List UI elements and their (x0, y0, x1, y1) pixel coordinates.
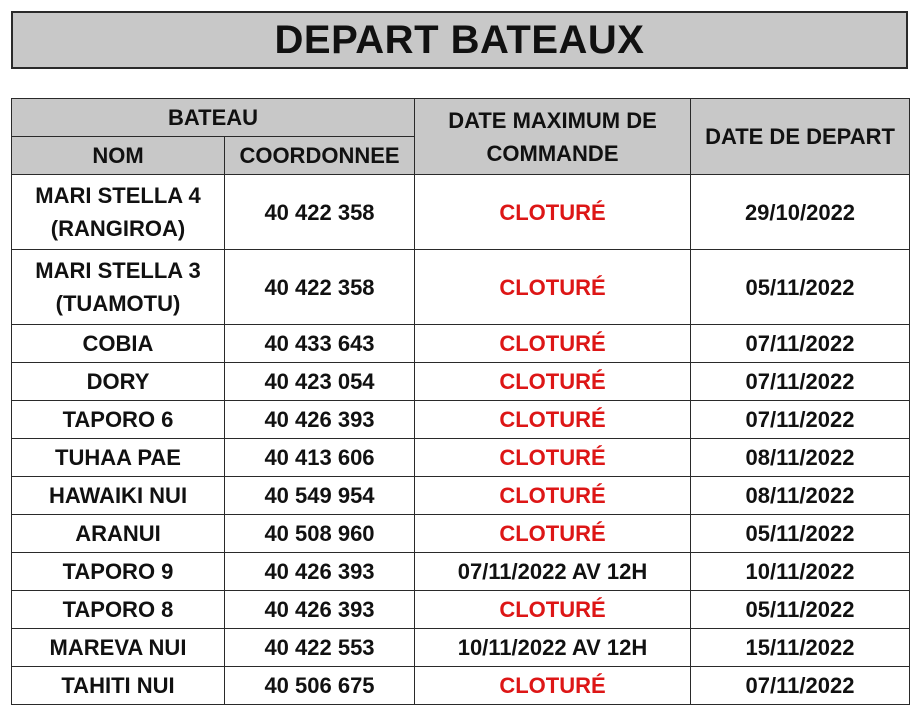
table-row (12, 325, 910, 363)
table-row (12, 401, 910, 439)
boat-name-cell (12, 325, 225, 363)
boat-name-cell (12, 175, 225, 250)
order-deadline-closed: CLOTURÉ (415, 591, 691, 629)
table-row (12, 477, 910, 515)
table-row (12, 250, 910, 325)
boat-name-cell (12, 250, 225, 325)
phone-cell: 40 422 553 (225, 629, 415, 667)
departure-date-cell: 08/11/2022 (691, 477, 910, 515)
order-deadline-closed: CLOTURÉ (415, 175, 691, 250)
phone-cell: 40 413 606 (225, 439, 415, 477)
departure-date-cell: 05/11/2022 (691, 515, 910, 553)
phone-cell: 40 549 954 (225, 477, 415, 515)
departure-date-cell: 05/11/2022 (691, 250, 910, 325)
boat-name: TAPORO 8 (62, 597, 174, 622)
order-deadline-closed: CLOTURÉ (415, 515, 691, 553)
departure-date-cell: 05/11/2022 (691, 591, 910, 629)
header-date-max: DATE MAXIMUM DE COMMANDE (415, 99, 691, 175)
order-deadline-cell: 10/11/2022 AV 12H (415, 629, 691, 667)
phone-cell: 40 433 643 (225, 325, 415, 363)
departure-date-cell: 15/11/2022 (691, 629, 910, 667)
order-deadline-closed: CLOTURÉ (415, 667, 691, 705)
phone-cell: 40 423 054 (225, 363, 415, 401)
departure-date-cell: 29/10/2022 (691, 175, 910, 250)
table-row (12, 553, 910, 591)
boat-name-cell (12, 553, 225, 591)
order-deadline-closed: CLOTURÉ (415, 477, 691, 515)
header-coordonnee: COORDONNEE (225, 137, 415, 175)
order-deadline-closed: CLOTURÉ (415, 250, 691, 325)
boat-name: TAHITI NUI (61, 673, 175, 698)
phone-cell: 40 422 358 (225, 175, 415, 250)
departure-date-cell: 07/11/2022 (691, 363, 910, 401)
departure-date-cell: 07/11/2022 (691, 401, 910, 439)
header-date-depart: DATE DE DEPART (691, 99, 910, 175)
phone-cell: 40 506 675 (225, 667, 415, 705)
boat-name-cell (12, 667, 225, 705)
boat-name-cell (12, 363, 225, 401)
boat-name: ARANUI (75, 521, 161, 546)
departures-table (11, 98, 910, 705)
departure-date-cell: 07/11/2022 (691, 667, 910, 705)
phone-cell: 40 422 358 (225, 250, 415, 325)
boat-name: TUHAA PAE (55, 445, 181, 470)
phone-cell: 40 426 393 (225, 553, 415, 591)
header-bateau: BATEAU (12, 99, 415, 137)
order-deadline-closed: CLOTURÉ (415, 363, 691, 401)
order-deadline-closed: CLOTURÉ (415, 325, 691, 363)
boat-region: (RANGIROA) (50, 216, 186, 241)
table-row (12, 591, 910, 629)
table-row (12, 175, 910, 250)
order-deadline-closed: CLOTURÉ (415, 439, 691, 477)
departure-date-cell: 08/11/2022 (691, 439, 910, 477)
departure-date-cell: 07/11/2022 (691, 325, 910, 363)
boat-name-cell (12, 401, 225, 439)
departure-date-cell: 10/11/2022 (691, 553, 910, 591)
table-row (12, 363, 910, 401)
boat-name-cell (12, 629, 225, 667)
boat-name-cell (12, 515, 225, 553)
table-row (12, 629, 910, 667)
boat-name: COBIA (82, 331, 154, 356)
boat-name-cell (12, 477, 225, 515)
order-deadline-cell: 07/11/2022 AV 12H (415, 553, 691, 591)
boat-name: DORY (86, 369, 150, 394)
table-row (12, 439, 910, 477)
boat-name-cell (12, 439, 225, 477)
table-row (12, 667, 910, 705)
page-title: DEPART BATEAUX (11, 11, 908, 69)
boat-name: MAREVA NUI (49, 635, 187, 660)
table-row (12, 515, 910, 553)
boat-name: MARI STELLA 3 (35, 258, 201, 283)
boat-name: HAWAIKI NUI (48, 483, 188, 508)
header-nom: NOM (12, 137, 225, 175)
phone-cell: 40 426 393 (225, 401, 415, 439)
boat-name: TAPORO 9 (62, 559, 174, 584)
boat-name: MARI STELLA 4 (35, 183, 201, 208)
boat-name-cell (12, 591, 225, 629)
boat-region: (TUAMOTU) (55, 291, 181, 316)
phone-cell: 40 426 393 (225, 591, 415, 629)
phone-cell: 40 508 960 (225, 515, 415, 553)
order-deadline-closed: CLOTURÉ (415, 401, 691, 439)
boat-name: TAPORO 6 (62, 407, 174, 432)
